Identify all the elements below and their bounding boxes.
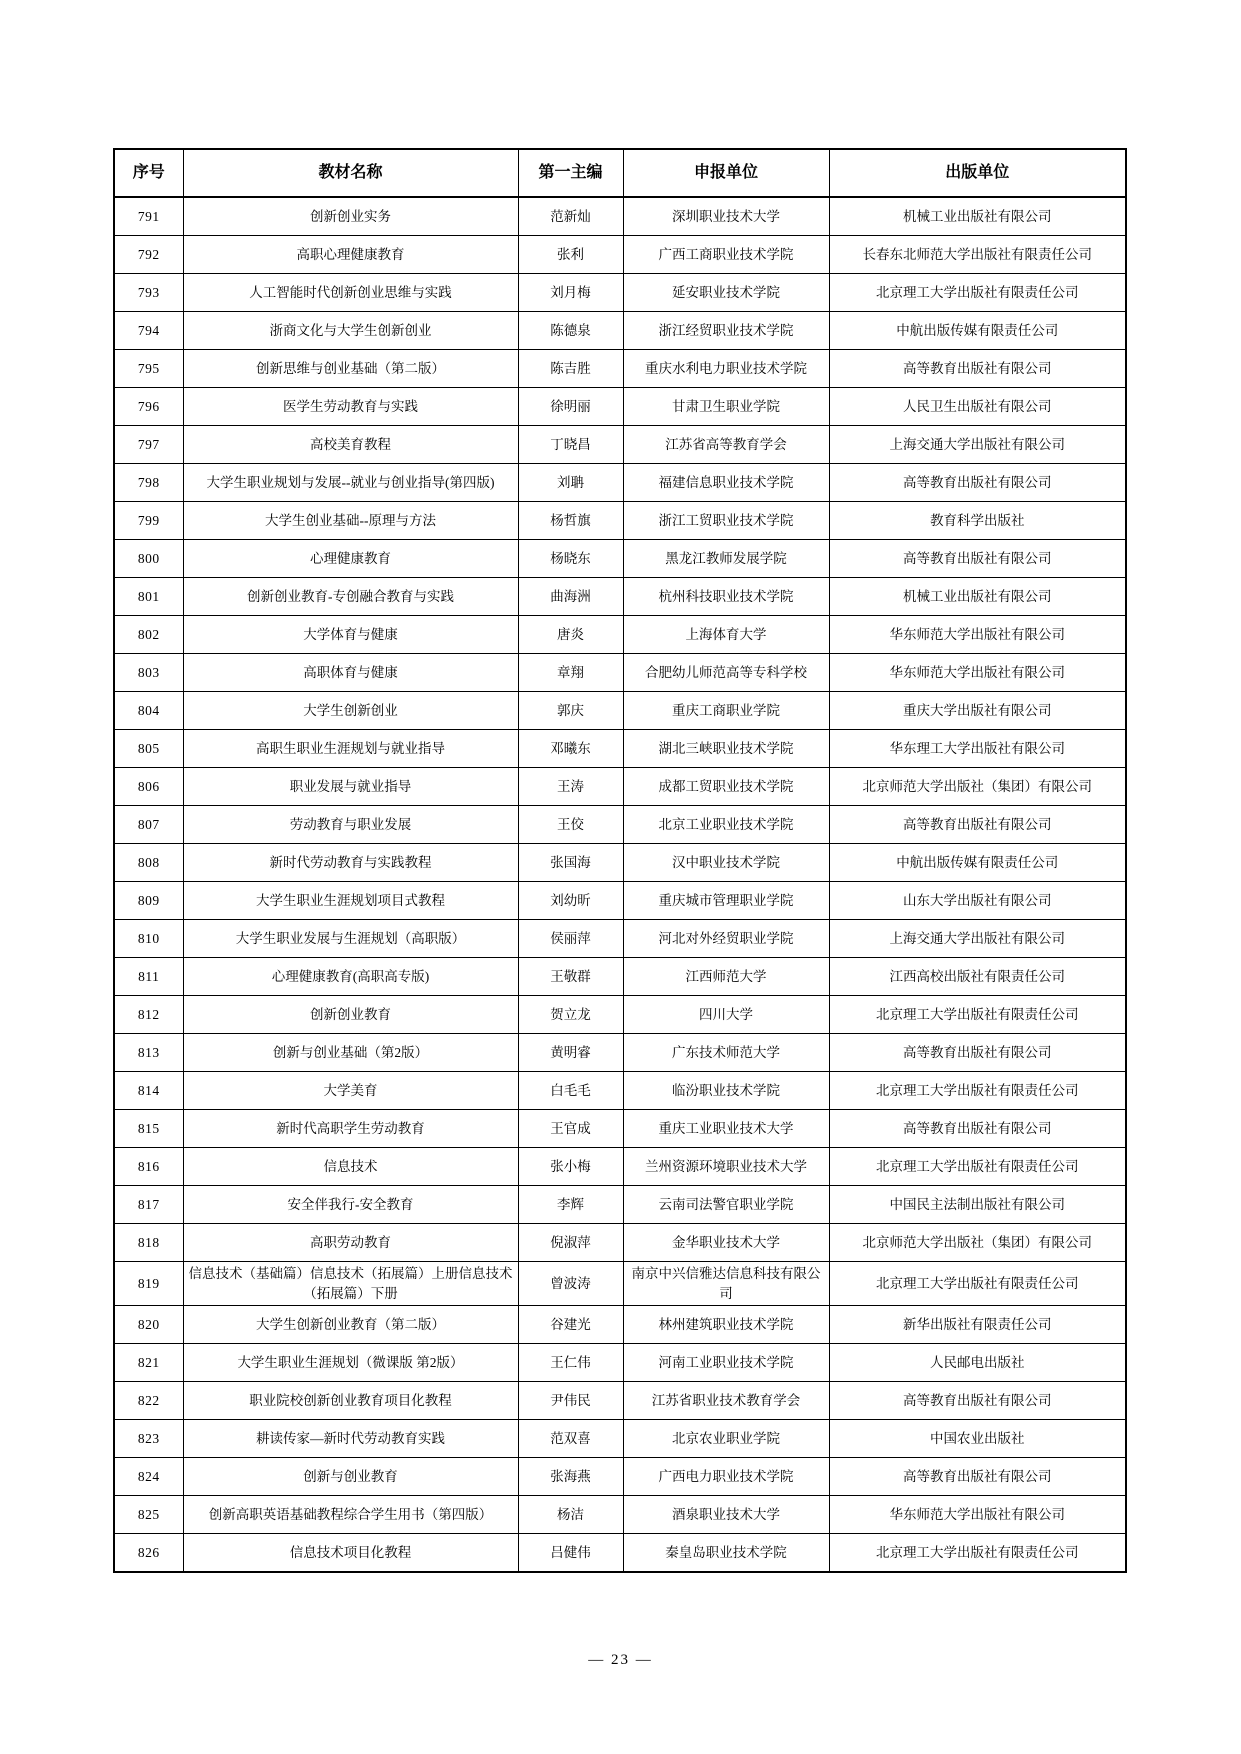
textbook-name-cell: 职业发展与就业指导	[183, 768, 518, 806]
applicant-unit-cell: 河南工业职业技术学院	[623, 1344, 829, 1382]
textbook-name-cell: 大学美育	[183, 1072, 518, 1110]
publisher-unit-cell: 高等教育出版社有限公司	[829, 540, 1126, 578]
serial-cell: 804	[114, 692, 183, 730]
applicant-unit-cell: 广西电力职业技术学院	[623, 1458, 829, 1496]
serial-cell: 795	[114, 350, 183, 388]
table-row	[114, 312, 1126, 350]
table-row	[114, 996, 1126, 1034]
table-row	[114, 1224, 1126, 1262]
first-editor-cell: 吕健伟	[518, 1534, 623, 1573]
textbook-name-cell: 耕读传家—新时代劳动教育实践	[183, 1420, 518, 1458]
applicant-unit-cell: 重庆水利电力职业技术学院	[623, 350, 829, 388]
first-editor-cell: 徐明丽	[518, 388, 623, 426]
serial-cell: 806	[114, 768, 183, 806]
publisher-unit-cell: 中国农业出版社	[829, 1420, 1126, 1458]
first-editor-cell: 章翔	[518, 654, 623, 692]
table-row	[114, 426, 1126, 464]
applicant-unit-cell: 重庆城市管理职业学院	[623, 882, 829, 920]
serial-cell: 824	[114, 1458, 183, 1496]
first-editor-cell: 倪淑萍	[518, 1224, 623, 1262]
publisher-unit-cell: 高等教育出版社有限公司	[829, 806, 1126, 844]
table-row	[114, 1034, 1126, 1072]
table-row	[114, 920, 1126, 958]
table-row	[114, 844, 1126, 882]
textbook-name-cell: 创新创业实务	[183, 197, 518, 236]
table-row	[114, 768, 1126, 806]
publisher-unit-cell: 中航出版传媒有限责任公司	[829, 312, 1126, 350]
publisher-unit-cell: 中国民主法制出版社有限公司	[829, 1186, 1126, 1224]
first-editor-cell: 刘月梅	[518, 274, 623, 312]
publisher-unit-cell: 北京师范大学出版社（集团）有限公司	[829, 1224, 1126, 1262]
textbook-name-cell: 大学生创新创业	[183, 692, 518, 730]
applicant-unit-cell: 浙江工贸职业技术学院	[623, 502, 829, 540]
first-editor-cell: 陈德泉	[518, 312, 623, 350]
publisher-unit-cell: 长春东北师范大学出版社有限责任公司	[829, 236, 1126, 274]
textbook-name-cell: 人工智能时代创新创业思维与实践	[183, 274, 518, 312]
table-row	[114, 1186, 1126, 1224]
applicant-unit-cell: 临汾职业技术学院	[623, 1072, 829, 1110]
publisher-unit-cell: 江西高校出版社有限责任公司	[829, 958, 1126, 996]
publisher-unit-cell: 高等教育出版社有限公司	[829, 1110, 1126, 1148]
publisher-unit-cell: 重庆大学出版社有限公司	[829, 692, 1126, 730]
publisher-unit-cell: 高等教育出版社有限公司	[829, 1382, 1126, 1420]
applicant-unit-cell: 广东技术师范大学	[623, 1034, 829, 1072]
first-editor-cell: 白毛毛	[518, 1072, 623, 1110]
serial-cell: 807	[114, 806, 183, 844]
applicant-unit-cell: 汉中职业技术学院	[623, 844, 829, 882]
serial-cell: 798	[114, 464, 183, 502]
first-editor-cell: 黄明睿	[518, 1034, 623, 1072]
textbook-name-cell: 劳动教育与职业发展	[183, 806, 518, 844]
first-editor-cell: 王佼	[518, 806, 623, 844]
textbook-approval-table	[113, 148, 1127, 1573]
textbook-name-cell: 创新创业教育-专创融合教育与实践	[183, 578, 518, 616]
textbook-name-cell: 大学生创业基础--原理与方法	[183, 502, 518, 540]
applicant-unit-cell: 重庆工业职业技术大学	[623, 1110, 829, 1148]
serial-cell: 810	[114, 920, 183, 958]
table-row	[114, 958, 1126, 996]
table-row	[114, 806, 1126, 844]
textbook-name-cell: 心理健康教育(高职高专版)	[183, 958, 518, 996]
textbook-name-cell: 创新思维与创业基础（第二版）	[183, 350, 518, 388]
serial-cell: 801	[114, 578, 183, 616]
serial-cell: 803	[114, 654, 183, 692]
applicant-unit-cell: 林州建筑职业技术学院	[623, 1306, 829, 1344]
first-editor-cell: 杨哲旗	[518, 502, 623, 540]
serial-cell: 821	[114, 1344, 183, 1382]
serial-cell: 800	[114, 540, 183, 578]
publisher-unit-cell: 北京理工大学出版社有限责任公司	[829, 1534, 1126, 1573]
textbook-name-cell: 高职生职业生涯规划与就业指导	[183, 730, 518, 768]
table-row	[114, 1458, 1126, 1496]
textbook-name-cell: 大学生职业生涯规划项目式教程	[183, 882, 518, 920]
serial-cell: 817	[114, 1186, 183, 1224]
serial-cell: 822	[114, 1382, 183, 1420]
table-row	[114, 1420, 1126, 1458]
publisher-unit-cell: 高等教育出版社有限公司	[829, 464, 1126, 502]
publisher-unit-cell: 机械工业出版社有限公司	[829, 578, 1126, 616]
applicant-unit-cell: 四川大学	[623, 996, 829, 1034]
publisher-unit-cell: 山东大学出版社有限公司	[829, 882, 1126, 920]
serial-cell: 812	[114, 996, 183, 1034]
textbook-name-cell: 新时代高职学生劳动教育	[183, 1110, 518, 1148]
table-row	[114, 616, 1126, 654]
first-editor-cell: 贺立龙	[518, 996, 623, 1034]
table-row	[114, 1072, 1126, 1110]
table-row	[114, 540, 1126, 578]
serial-cell: 815	[114, 1110, 183, 1148]
first-editor-cell: 王官成	[518, 1110, 623, 1148]
publisher-unit-cell: 高等教育出版社有限公司	[829, 1034, 1126, 1072]
first-editor-cell: 张海燕	[518, 1458, 623, 1496]
textbook-name-cell: 心理健康教育	[183, 540, 518, 578]
first-editor-cell: 曲海洲	[518, 578, 623, 616]
publisher-unit-cell: 机械工业出版社有限公司	[829, 197, 1126, 236]
first-editor-cell: 尹伟民	[518, 1382, 623, 1420]
serial-cell: 814	[114, 1072, 183, 1110]
applicant-unit-cell: 南京中兴信雅达信息科技有限公司	[623, 1262, 829, 1306]
table-row	[114, 502, 1126, 540]
first-editor-cell: 王仁伟	[518, 1344, 623, 1382]
applicant-unit-cell: 重庆工商职业学院	[623, 692, 829, 730]
column-header-serial: 序号	[114, 149, 183, 197]
serial-cell: 797	[114, 426, 183, 464]
table-row	[114, 578, 1126, 616]
first-editor-cell: 杨洁	[518, 1496, 623, 1534]
applicant-unit-cell: 秦皇岛职业技术学院	[623, 1534, 829, 1573]
column-header-first-editor: 第一主编	[518, 149, 623, 197]
serial-cell: 811	[114, 958, 183, 996]
serial-cell: 816	[114, 1148, 183, 1186]
table-row	[114, 464, 1126, 502]
column-header-publisher-unit: 出版单位	[829, 149, 1126, 197]
first-editor-cell: 谷建光	[518, 1306, 623, 1344]
serial-cell: 796	[114, 388, 183, 426]
table-row	[114, 1534, 1126, 1573]
textbook-name-cell: 创新与创业基础（第2版）	[183, 1034, 518, 1072]
table-row	[114, 197, 1126, 236]
first-editor-cell: 曾波涛	[518, 1262, 623, 1306]
applicant-unit-cell: 合肥幼儿师范高等专科学校	[623, 654, 829, 692]
serial-cell: 823	[114, 1420, 183, 1458]
textbook-name-cell: 大学生职业生涯规划（微课版 第2版）	[183, 1344, 518, 1382]
publisher-unit-cell: 华东师范大学出版社有限公司	[829, 1496, 1126, 1534]
applicant-unit-cell: 延安职业技术学院	[623, 274, 829, 312]
applicant-unit-cell: 福建信息职业技术学院	[623, 464, 829, 502]
applicant-unit-cell: 北京工业职业技术学院	[623, 806, 829, 844]
textbook-name-cell: 信息技术	[183, 1148, 518, 1186]
serial-cell: 826	[114, 1534, 183, 1573]
table-row	[114, 1344, 1126, 1382]
applicant-unit-cell: 成都工贸职业技术学院	[623, 768, 829, 806]
first-editor-cell: 刘幼昕	[518, 882, 623, 920]
applicant-unit-cell: 浙江经贸职业技术学院	[623, 312, 829, 350]
publisher-unit-cell: 人民邮电出版社	[829, 1344, 1126, 1382]
textbook-name-cell: 大学生职业规划与发展--就业与创业指导(第四版)	[183, 464, 518, 502]
publisher-unit-cell: 中航出版传媒有限责任公司	[829, 844, 1126, 882]
publisher-unit-cell: 教育科学出版社	[829, 502, 1126, 540]
serial-cell: 825	[114, 1496, 183, 1534]
textbook-name-cell: 高校美育教程	[183, 426, 518, 464]
publisher-unit-cell: 上海交通大学出版社有限公司	[829, 426, 1126, 464]
applicant-unit-cell: 湖北三峡职业技术学院	[623, 730, 829, 768]
table-row	[114, 274, 1126, 312]
textbook-name-cell: 信息技术（基础篇）信息技术（拓展篇）上册信息技术（拓展篇）下册	[183, 1262, 518, 1306]
textbook-name-cell: 创新创业教育	[183, 996, 518, 1034]
first-editor-cell: 陈吉胜	[518, 350, 623, 388]
first-editor-cell: 李辉	[518, 1186, 623, 1224]
table-row	[114, 1148, 1126, 1186]
table-row	[114, 350, 1126, 388]
serial-cell: 818	[114, 1224, 183, 1262]
serial-cell: 819	[114, 1262, 183, 1306]
first-editor-cell: 张小梅	[518, 1148, 623, 1186]
textbook-name-cell: 大学生创新创业教育（第二版）	[183, 1306, 518, 1344]
textbook-name-cell: 创新高职英语基础教程综合学生用书（第四版）	[183, 1496, 518, 1534]
textbook-name-cell: 医学生劳动教育与实践	[183, 388, 518, 426]
applicant-unit-cell: 江苏省高等教育学会	[623, 426, 829, 464]
first-editor-cell: 张利	[518, 236, 623, 274]
applicant-unit-cell: 云南司法警官职业学院	[623, 1186, 829, 1224]
table-row	[114, 692, 1126, 730]
applicant-unit-cell: 北京农业职业学院	[623, 1420, 829, 1458]
applicant-unit-cell: 广西工商职业技术学院	[623, 236, 829, 274]
page-number: — 23 —	[588, 1652, 653, 1668]
textbook-name-cell: 大学体育与健康	[183, 616, 518, 654]
publisher-unit-cell: 上海交通大学出版社有限公司	[829, 920, 1126, 958]
publisher-unit-cell: 北京理工大学出版社有限责任公司	[829, 1262, 1126, 1306]
serial-cell: 793	[114, 274, 183, 312]
first-editor-cell: 刘聃	[518, 464, 623, 502]
applicant-unit-cell: 兰州资源环境职业技术大学	[623, 1148, 829, 1186]
serial-cell: 805	[114, 730, 183, 768]
applicant-unit-cell: 黑龙江教师发展学院	[623, 540, 829, 578]
publisher-unit-cell: 北京理工大学出版社有限责任公司	[829, 1072, 1126, 1110]
textbook-name-cell: 浙商文化与大学生创新创业	[183, 312, 518, 350]
first-editor-cell: 范双喜	[518, 1420, 623, 1458]
applicant-unit-cell: 深圳职业技术大学	[623, 197, 829, 236]
serial-cell: 802	[114, 616, 183, 654]
table-row	[114, 730, 1126, 768]
first-editor-cell: 范新灿	[518, 197, 623, 236]
column-header-applicant-unit: 申报单位	[623, 149, 829, 197]
applicant-unit-cell: 酒泉职业技术大学	[623, 1496, 829, 1534]
serial-cell: 799	[114, 502, 183, 540]
table-row	[114, 236, 1126, 274]
applicant-unit-cell: 杭州科技职业技术学院	[623, 578, 829, 616]
textbook-name-cell: 高职心理健康教育	[183, 236, 518, 274]
table-row	[114, 654, 1126, 692]
first-editor-cell: 郭庆	[518, 692, 623, 730]
column-header-textbook-name: 教材名称	[183, 149, 518, 197]
serial-cell: 791	[114, 197, 183, 236]
publisher-unit-cell: 华东师范大学出版社有限公司	[829, 654, 1126, 692]
first-editor-cell: 邓曦东	[518, 730, 623, 768]
first-editor-cell: 王敬群	[518, 958, 623, 996]
applicant-unit-cell: 上海体育大学	[623, 616, 829, 654]
publisher-unit-cell: 北京师范大学出版社（集团）有限公司	[829, 768, 1126, 806]
first-editor-cell: 侯丽萍	[518, 920, 623, 958]
publisher-unit-cell: 高等教育出版社有限公司	[829, 1458, 1126, 1496]
serial-cell: 792	[114, 236, 183, 274]
serial-cell: 808	[114, 844, 183, 882]
textbook-name-cell: 高职体育与健康	[183, 654, 518, 692]
publisher-unit-cell: 华东师范大学出版社有限公司	[829, 616, 1126, 654]
publisher-unit-cell: 高等教育出版社有限公司	[829, 350, 1126, 388]
table-row	[114, 1110, 1126, 1148]
textbook-name-cell: 创新与创业教育	[183, 1458, 518, 1496]
table-row	[114, 388, 1126, 426]
first-editor-cell: 唐炎	[518, 616, 623, 654]
textbook-name-cell: 安全伴我行-安全教育	[183, 1186, 518, 1224]
publisher-unit-cell: 华东理工大学出版社有限公司	[829, 730, 1126, 768]
textbook-name-cell: 信息技术项目化教程	[183, 1534, 518, 1573]
first-editor-cell: 丁晓昌	[518, 426, 623, 464]
serial-cell: 809	[114, 882, 183, 920]
first-editor-cell: 张国海	[518, 844, 623, 882]
applicant-unit-cell: 甘肃卫生职业学院	[623, 388, 829, 426]
publisher-unit-cell: 北京理工大学出版社有限责任公司	[829, 274, 1126, 312]
serial-cell: 820	[114, 1306, 183, 1344]
serial-cell: 794	[114, 312, 183, 350]
table-row	[114, 1382, 1126, 1420]
textbook-name-cell: 职业院校创新创业教育项目化教程	[183, 1382, 518, 1420]
applicant-unit-cell: 河北对外经贸职业学院	[623, 920, 829, 958]
publisher-unit-cell: 人民卫生出版社有限公司	[829, 388, 1126, 426]
textbook-name-cell: 新时代劳动教育与实践教程	[183, 844, 518, 882]
first-editor-cell: 杨晓东	[518, 540, 623, 578]
applicant-unit-cell: 金华职业技术大学	[623, 1224, 829, 1262]
table-header-row	[114, 149, 1126, 197]
table-row	[114, 1262, 1126, 1306]
table-row	[114, 882, 1126, 920]
first-editor-cell: 王涛	[518, 768, 623, 806]
serial-cell: 813	[114, 1034, 183, 1072]
textbook-name-cell: 高职劳动教育	[183, 1224, 518, 1262]
applicant-unit-cell: 江苏省职业技术教育学会	[623, 1382, 829, 1420]
publisher-unit-cell: 新华出版社有限责任公司	[829, 1306, 1126, 1344]
publisher-unit-cell: 北京理工大学出版社有限责任公司	[829, 1148, 1126, 1186]
textbook-name-cell: 大学生职业发展与生涯规划（高职版）	[183, 920, 518, 958]
table-row	[114, 1306, 1126, 1344]
applicant-unit-cell: 江西师范大学	[623, 958, 829, 996]
publisher-unit-cell: 北京理工大学出版社有限责任公司	[829, 996, 1126, 1034]
table-row	[114, 1496, 1126, 1534]
